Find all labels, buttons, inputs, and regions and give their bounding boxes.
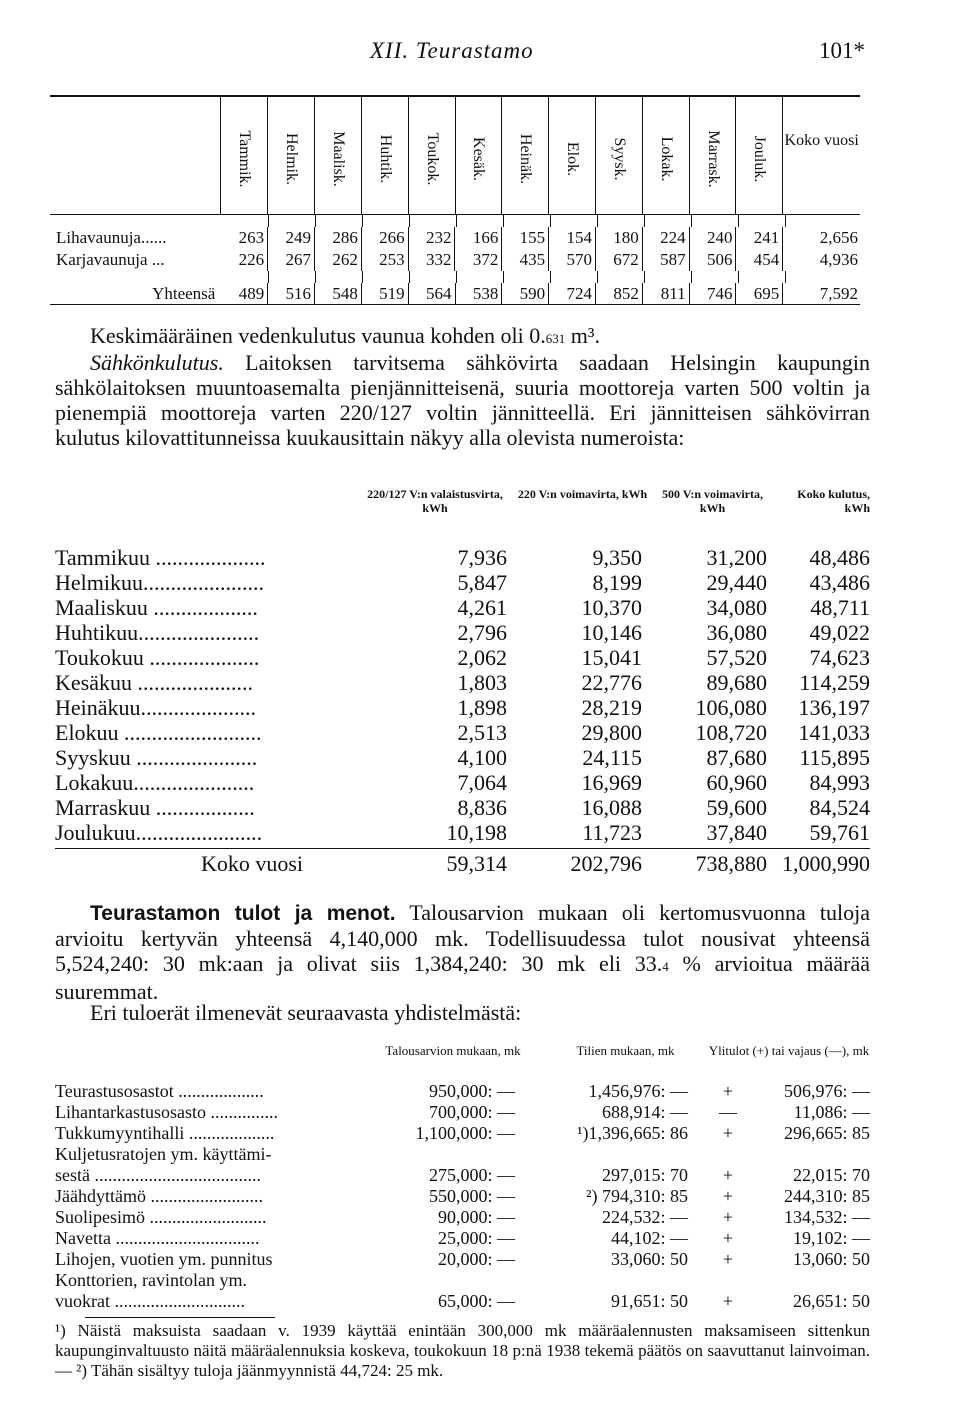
month-header: Helmik.	[268, 97, 315, 214]
column-header: Ylitulot (+) tai vajaus (—), mk	[708, 1043, 870, 1058]
section-lead: Sähkönkulutus.	[90, 350, 224, 375]
income-table-body	[55, 1081, 870, 1312]
footnote: ¹) Näistä maksuista saadaan v. 1939 käyttää enintään 300,000 mk määräalennusten maksamiseen sittenkun kaupunginvaltuusto näitä määräalennuksia koskeva, toukokuun 18 p:nä 1938 tekemä päätös on saavuttanut lainvoiman. — ²) Tähän sisältyy tuloja jäänmyynnistä 44,724: 25 mk.	[55, 1321, 870, 1380]
electricity-table-body	[55, 545, 870, 845]
running-header	[55, 38, 865, 68]
electricity-table-header	[55, 487, 870, 545]
month-header: Heinäk.	[502, 97, 549, 214]
table-row: Tukkumyyntihalli ................... 1,100,000: — ¹)1,396,665: 86 + 296,665: 85	[55, 1123, 870, 1143]
month-header: Syysk.	[596, 97, 643, 214]
month-header: Maalisk.	[315, 97, 362, 214]
column-header: 500 V:n voimavirta, kWh	[661, 487, 763, 515]
month-header: Jouluk.	[736, 97, 783, 214]
table-row: Konttorien, ravintolan ym.	[55, 1270, 247, 1290]
table-row: Jäähdyttämö ......................... 550,000: — ²) 794,310: 85 + 244,310: 85	[55, 1186, 870, 1206]
column-header: Tilien mukaan, mk	[576, 1043, 675, 1058]
table-row: Kuljetusratojen ym. käyttämi-	[55, 1144, 272, 1164]
month-header: Toukok.	[409, 97, 456, 214]
month-header: Kesäk.	[456, 97, 503, 214]
income-table-header	[55, 1043, 870, 1081]
electricity-paragraph: Sähkönkulutus. Laitoksen tarvitsema sähkövirta saadaan Helsingin kaupungin sähkölaitoksen muuntoasemalta pienjännitteisenä, suuria moottoreja varten 500 voltin ja pienempiä moottoreja varten 220/127 voltin jännitteellä. Eri jännitteisen sähkövirran kulutus kilovattitunneissa kuukausittain näkyy alla olevista numeroista:	[55, 350, 870, 450]
month-header: Elok.	[549, 97, 596, 214]
column-header: 220/127 V:n valaistusvirta, kWh	[367, 487, 503, 515]
month-header: Tammik.	[221, 97, 268, 214]
total-row: Koko vuosi 59,314 202,796 738,880 1,000,990	[55, 848, 870, 878]
table-row: Toukokuu .................... 2,062 15,041 57,520 74,623	[55, 645, 870, 670]
table-row: sestä ..................................... 275,000: — 297,015: 70 + 22,015: 70	[55, 1165, 870, 1185]
income-paragraph: Teurastamon tulot ja menot. Talousarvion mukaan oli kertomusvuonna tuloja arvioitu kertyvän yhteensä 4,140,000 mk. Todellisuudessa tulot nousivat yhteensä 5,524,240: 30 mk:aan ja olivat siis 1,384,240: 30 mk eli 33.4 % arvioitua määrää suuremmat.	[55, 900, 871, 1004]
column-header: Talousarvion mukaan, mk	[385, 1043, 521, 1058]
column-header: 220 V:n voimavirta, kWh	[517, 487, 648, 501]
table-row: Maaliskuu ................... 4,261 10,370 34,080 48,711	[55, 595, 870, 620]
sum-row: Yhteensä 489 516 548 519 564 538 590 724 852 811 746 695 7,592	[50, 283, 860, 305]
month-header: Huhtik.	[362, 97, 409, 214]
water-consumption-line: Keskimääräinen vedenkulutus vaunua kohden oli 0.631 m³.	[90, 323, 600, 348]
table-row: Marraskuu .................. 8,836 16,088 59,600 84,524	[55, 795, 870, 820]
section-lead: Teurastamon tulot ja menot.	[90, 902, 396, 925]
table-row: Tammikuu .................... 7,936 9,350 31,200 48,486	[55, 545, 870, 570]
table-row: Joulukuu....................... 10,198 11,723 37,840 59,761	[55, 820, 870, 845]
table-row: Navetta ................................ 25,000: — 44,102: — + 19,102: —	[55, 1228, 870, 1248]
table-row: Huhtikuu...................... 2,796 10,146 36,080 49,022	[55, 620, 870, 645]
table-row: Suolipesimö .......................... 90,000: — 224,532: — + 134,532: —	[55, 1207, 870, 1227]
chapter-title: XII. Teurastamo	[370, 38, 534, 63]
month-header: Lokak.	[643, 97, 690, 214]
column-header: Koko kulutus, kWh	[797, 487, 870, 515]
table-row: Karjavaunuja ... 226 267 262 253 332 372 435 570 672 587 506 454 4,936	[56, 250, 858, 269]
income-table	[55, 1043, 870, 1312]
electricity-table	[55, 487, 870, 878]
intro-line: Eri tuloerät ilmenevät seuraavasta yhdistelmästä:	[90, 1000, 522, 1025]
table-row: Kesäkuu ..................... 1,803 22,776 89,680 114,259	[55, 670, 870, 695]
monthly-wagon-table	[50, 95, 860, 305]
table-row: Helmikuu...................... 5,847 8,199 29,440 43,486	[55, 570, 870, 595]
table-row: Teurastusosastot ................... 950,000: — 1,456,976: — + 506,976: —	[55, 1081, 870, 1101]
footnote-rule	[85, 1317, 275, 1318]
table-row: Elokuu ......................... 2,513 29,800 108,720 141,033	[55, 720, 870, 745]
page-number: 101*	[819, 38, 865, 63]
table-row: Lihavaunuja...... 263 249 286 266 232 166 155 154 180 224 240 241 2,656	[56, 228, 858, 247]
table-row: vuokrat ............................. 65,000: — 91,651: 50 + 26,651: 50	[55, 1291, 870, 1311]
monthly-table-header	[50, 97, 860, 215]
table-row: Lihojen, vuotien ym. punnitus 20,000: — 33,060: 50 + 13,060: 50	[55, 1249, 870, 1269]
year-total-header: Koko vuosi	[784, 131, 859, 149]
table-row: Lihantarkastusosasto ............... 700,000: — 688,914: — — 11,086: —	[55, 1102, 870, 1122]
month-header: Marrask.	[690, 97, 737, 214]
table-row: Lokakuu...................... 7,064 16,969 60,960 84,993	[55, 770, 870, 795]
table-row: Heinäkuu..................... 1,898 28,219 106,080 136,197	[55, 695, 870, 720]
table-row: Syyskuu ...................... 4,100 24,115 87,680 115,895	[55, 745, 870, 770]
